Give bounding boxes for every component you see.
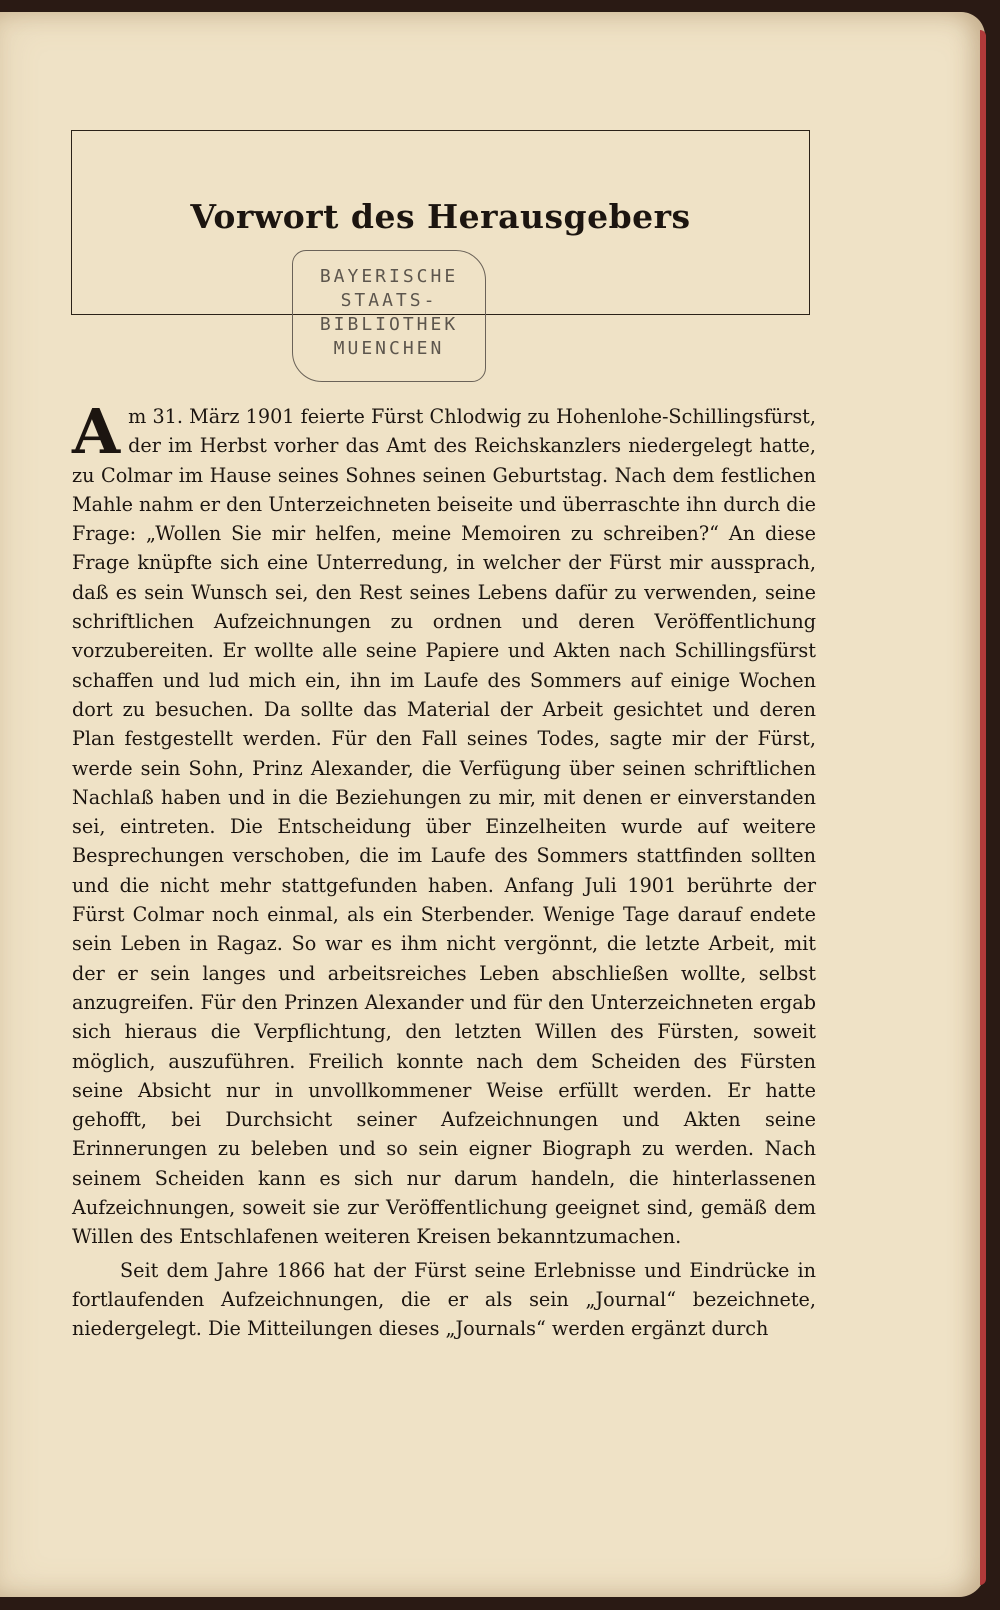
paragraph — [72, 395, 816, 1252]
stamp-line: BAYERISCHE — [319, 266, 459, 287]
page-title: Vorwort des Herausgebers — [190, 197, 691, 236]
drop-cap: A — [72, 395, 121, 468]
paragraph-text: m 31. März 1901 feierte Fürst Chlodwig zu Hohenlohe-Schillingsfürst, der im Herbst vorher das Amt des Reichskanzlers niedergelegt hatte, zu Colmar im Hause seines Sohnes seinen Geburtstag. Nach dem festlichen Mahle nahm er den Unterzeichneten beiseite und überraschte ihn durch die Frage: „Wollen Sie mir helfen, meine Memoiren zu schreiben?“ An diese Frage knüpfte sich eine Unterredung, in welcher der Fürst mir aussprach, daß es sein Wunsch sei, den Rest seines Lebens dafür zu verwenden, seine schriftlichen Aufzeichnungen zu ordnen und deren Veröffentlichung vorzubereiten. Er wollte alle seine Papiere und Akten nach Schillingsfürst schaffen und lud mich ein, ihn im Laufe des Sommers auf einige Wochen dort zu besuchen. Da sollte das Material der Arbeit gesichtet und deren Plan festgestellt werden. Für den Fall seines Todes, sagte mir der Fürst, werde sein Sohn, Prinz Alexander, die Verfügung über seinen schriftlichen Nachlaß haben und in die Beziehungen zu mir, mit denen er einverstanden sei, eintreten. Die Entscheidung über Einzelheiten wurde auf weitere Besprechungen verschoben, die im Laufe des Sommers stattfinden sollten und die nicht mehr stattgefunden haben. Anfang Juli 1901 berührte der Fürst Colmar noch einmal, als ein Sterbender. Wenige Tage darauf endete sein Leben in Ragaz. So war es ihm nicht vergönnt, die letzte Arbeit, mit der er sein langes und arbeitsreiches Leben abschließen wollte, selbst anzugreifen. Für den Prinzen Alexander und für den Unterzeichneten ergab sich hieraus die Verpflichtung, den letzten Willen des Fürsten, soweit möglich, auszuführen. Freilich konnte nach dem Scheiden des Fürsten seine Absicht nur in unvollkommener Weise erfüllt werden. Er hatte gehofft, bei Durchsicht seiner Aufzeichnungen und Akten seine Erinnerungen zu beleben und so sein eigner Biograph zu werden. Nach seinem Scheiden kann es sich nur darum handeln, die hinterlassenen Aufzeichnungen, soweit sie zur Veröffentlichung geeignet sind, gemäß dem Willen des Entschlafenen weiteren Kreisen bekanntzumachen. — [72, 405, 816, 1249]
stamp-line: BIBLIOTHEK — [319, 314, 459, 335]
stamp-line: MUENCHEN — [333, 338, 445, 359]
library-stamp — [292, 250, 486, 382]
paragraph: Seit dem Jahre 1866 hat der Fürst seine Erlebnisse und Eindrücke in fortlaufenden Aufzeichnungen, die er als sein „Journal“ bezeichnete, niedergelegt. Die Mitteilungen dieses „Journals“ werden ergänzt durch — [72, 1258, 816, 1341]
page-edge — [980, 30, 986, 1585]
stamp-line: STAATS- — [340, 290, 438, 311]
body-text — [72, 395, 816, 1344]
